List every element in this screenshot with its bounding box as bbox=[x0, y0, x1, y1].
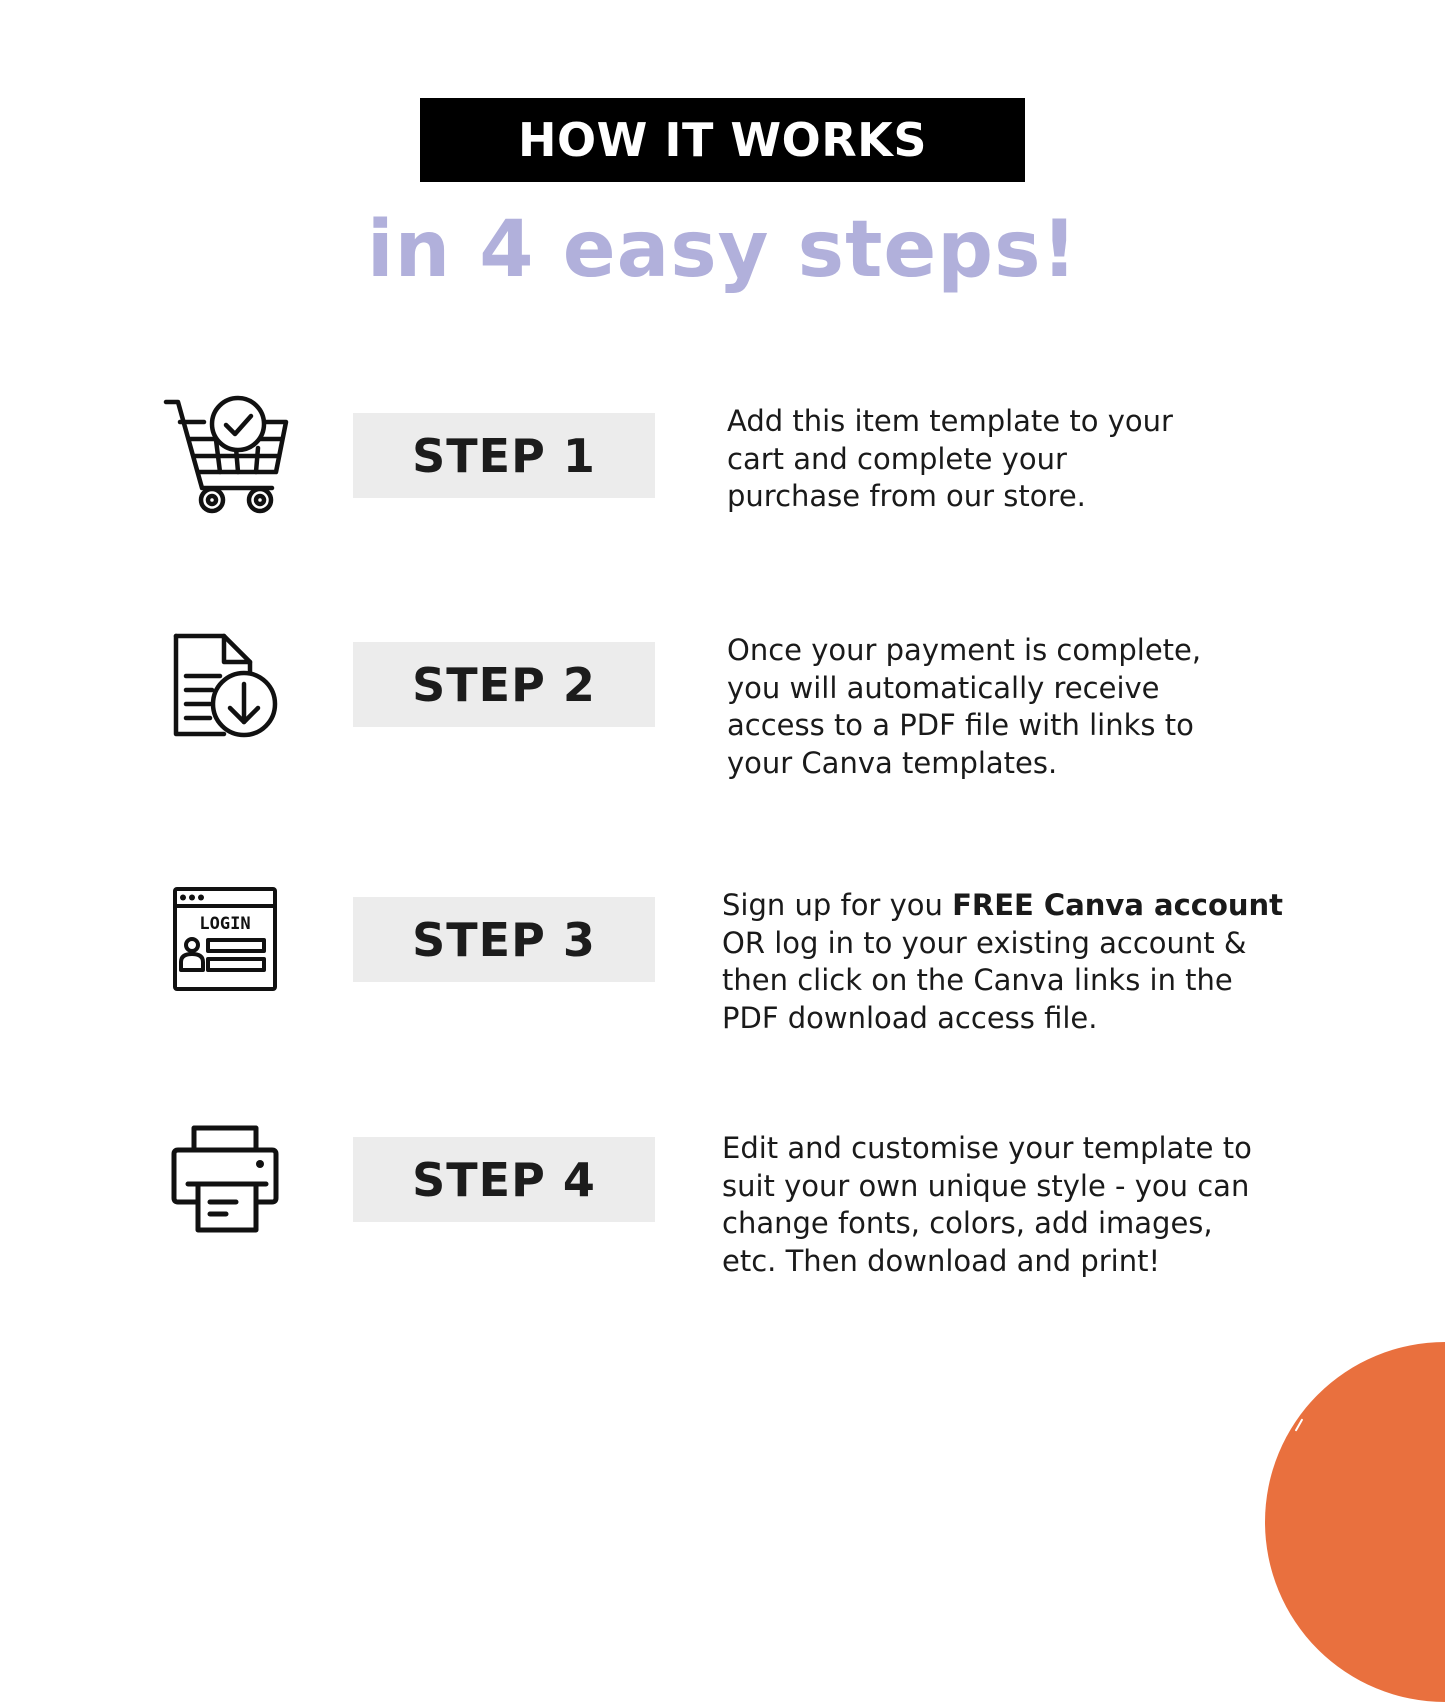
step-4-line: change fonts, colors, add images, bbox=[722, 1206, 1213, 1240]
step-1-label: STEP 1 bbox=[412, 428, 596, 483]
step-2-description bbox=[727, 632, 1201, 782]
page-title: HOW IT WORKS bbox=[518, 113, 927, 167]
login-icon-text: LOGIN bbox=[199, 914, 251, 934]
step-4-description bbox=[722, 1130, 1252, 1280]
step-3-label: STEP 3 bbox=[412, 912, 596, 967]
step-2-line: you will automatically receive bbox=[727, 670, 1160, 705]
step-1-badge bbox=[353, 413, 655, 498]
step-2-line: Once your payment is complete, bbox=[727, 633, 1202, 667]
header-banner bbox=[420, 98, 1025, 182]
decorative-corner-shape bbox=[1265, 1342, 1445, 1702]
printer-icon bbox=[170, 1124, 284, 1236]
step-2-line: access to a PDF file with links to bbox=[727, 708, 1194, 742]
step-3-line-bold: FREE Canva account bbox=[952, 888, 1284, 922]
step-1-line: Add this item template to your bbox=[727, 404, 1173, 438]
step-1-line: purchase from our store. bbox=[727, 479, 1086, 513]
step-4-line: etc. Then download and print! bbox=[722, 1243, 1161, 1278]
step-3-line: OR log in to your existing account & bbox=[722, 925, 1247, 960]
step-3-badge bbox=[353, 897, 655, 982]
document-download-icon bbox=[170, 630, 282, 742]
step-4-line: Edit and customise your template to bbox=[722, 1131, 1252, 1165]
step-3-line: then click on the Canva links in the bbox=[722, 963, 1233, 997]
step-2-badge bbox=[353, 642, 655, 727]
step-2-label: STEP 2 bbox=[412, 657, 596, 712]
step-3-description bbox=[722, 887, 1283, 1037]
step-3-line: PDF download access file. bbox=[722, 1000, 1098, 1035]
step-1-description bbox=[727, 403, 1173, 516]
page-subtitle: in 4 easy steps! bbox=[366, 205, 1079, 295]
step-1-line: cart and complete your bbox=[727, 441, 1067, 476]
step-4-line: suit your own unique style - you can bbox=[722, 1168, 1250, 1203]
step-3-line bbox=[722, 887, 1283, 925]
shopping-cart-check-icon bbox=[160, 392, 292, 518]
step-4-badge bbox=[353, 1137, 655, 1222]
login-window-icon bbox=[172, 886, 278, 992]
step-4-label: STEP 4 bbox=[412, 1152, 596, 1207]
step-3-line-prefix: Sign up for you bbox=[722, 888, 953, 922]
step-2-line: your Canva templates. bbox=[727, 745, 1058, 780]
